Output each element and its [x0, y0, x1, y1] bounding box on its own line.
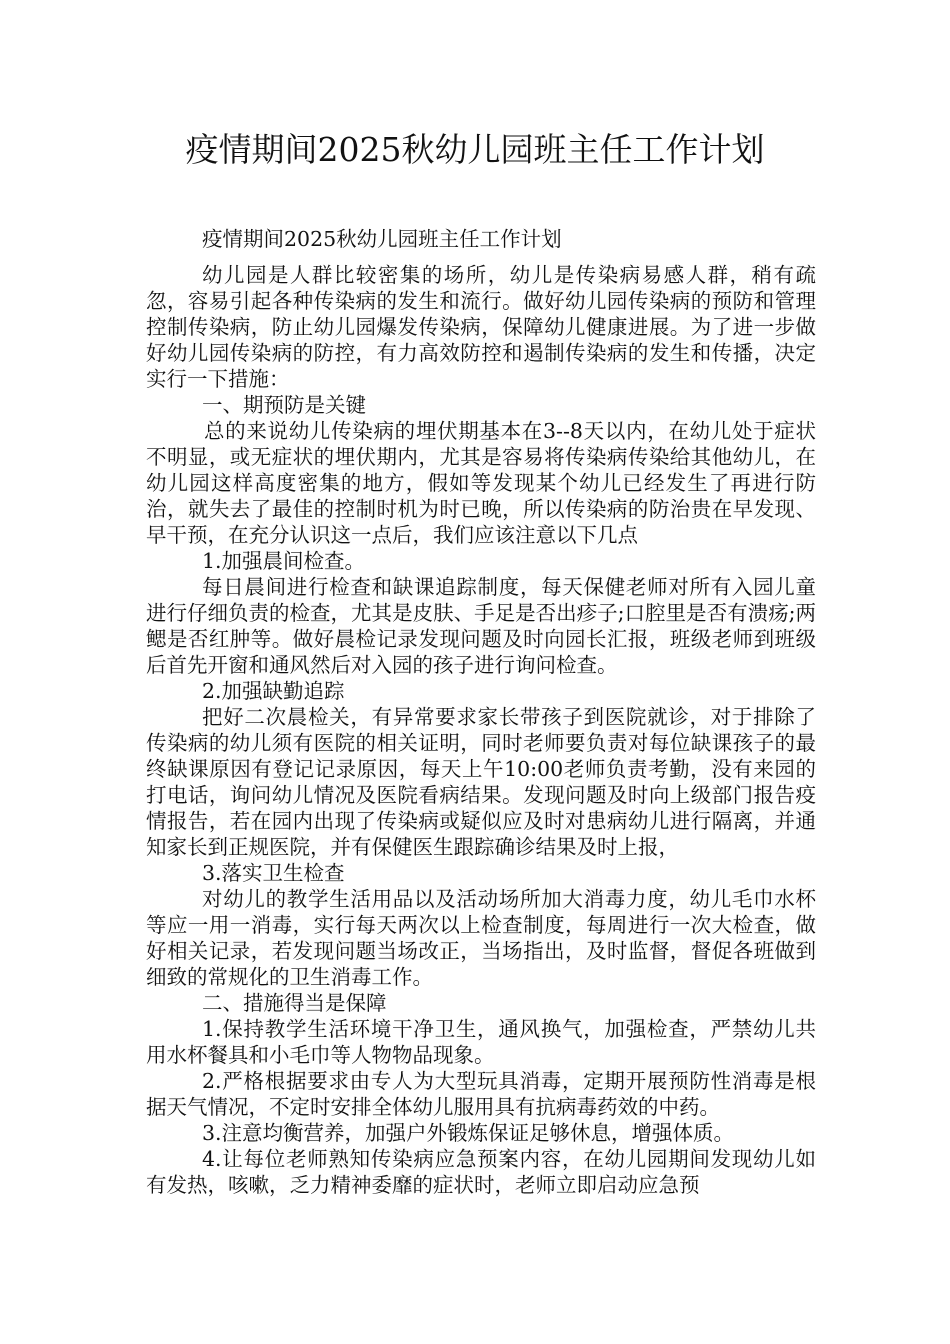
document-body	[146, 262, 816, 1198]
paragraph: 总的来说幼儿传染病的埋伏期基本在3--8天以内，在幼儿处于症状不明显，或无症状的埋伏期内，尤其是容易将传染病传染给其他幼儿，在幼儿园这样高度密集的地方，假如等发现某个幼儿已经发生了再进行防治，就失去了最佳的控制时机为时已晚，所以传染病的防治贵在早发现、早干预，在充分认识这一点后，我们应该注意以下几点	[146, 419, 816, 547]
paragraph: 每日晨间进行检查和缺课追踪制度，每天保健老师对所有入园儿童进行仔细负责的检查，尤其是皮肤、手足是否出疹子;口腔里是否有溃疡;两鳃是否红肿等。做好晨检记录发现问题及时向园长汇报，班级老师到班级后首先开窗和通风然后对入园的孩子进行询问检查。	[146, 575, 816, 677]
paragraph: 把好二次晨检关，有异常要求家长带孩子到医院就诊，对于排除了传染病的幼儿须有医院的相关证明，同时老师要负责对每位缺课孩子的最终缺课原因有登记记录原因，每天上午10:00老师负责考勤，没有来园的打电话，询问幼儿情况及医院看病结果。发现问题及时向上级部门报告疫情报告，若在园内出现了传染病或疑似应及时对患病幼儿进行隔离，并通知家长到正规医院，并有保健医生跟踪确诊结果及时上报，	[146, 705, 816, 859]
paragraph-intro: 幼儿园是人群比较密集的场所，幼儿是传染病易感人群，稍有疏忽，容易引起各种传染病的发生和流行。做好幼儿园传染病的预防和管理控制传染病，防止幼儿园爆发传染病，保障幼儿健康进展。为了进一步做好幼儿园传染病的防控，有力高效防控和遏制传染病的发生和传播，决定实行一下措施：	[146, 263, 816, 391]
list-item: 4.让每位老师熟知传染病应急预案内容，在幼儿园期间发现幼儿如有发热，咳嗽，乏力精神委靡的症状时，老师立即启动应急预	[146, 1147, 816, 1197]
paragraph: 对幼儿的教学生活用品以及活动场所加大消毒力度，幼儿毛巾水杯等应一用一消毒，实行每天两次以上检查制度，每周进行一次大检查，做好相关记录，若发现问题当场改正，当场指出，及时监督，督促各班做到细致的常规化的卫生消毒工作。	[146, 887, 816, 989]
list-item-heading: 1.加强晨间检查。	[202, 549, 366, 573]
section-heading-2: 二、措施得当是保障	[202, 991, 387, 1015]
document-title: 疫情期间2025秋幼儿园班主任工作计划	[185, 130, 765, 169]
list-item: 2.严格根据要求由专人为大型玩具消毒，定期开展预防性消毒是根据天气情况，不定时安排全体幼儿服用具有抗病毒药效的中药。	[146, 1069, 816, 1119]
section-heading-1: 一、期预防是关键	[202, 393, 366, 417]
list-item-heading: 2.加强缺勤追踪	[202, 679, 345, 703]
list-item: 3.注意均衡营养，加强户外锻炼保证足够休息，增强体质。	[202, 1121, 735, 1145]
list-item-heading: 3.落实卫生检查	[202, 861, 345, 885]
document-subtitle: 疫情期间2025秋幼儿园班主任工作计划	[202, 227, 562, 251]
list-item: 1.保持教学生活环境干净卫生，通风换气，加强检查，严禁幼儿共用水杯餐具和小毛巾等人物物品现象。	[146, 1017, 816, 1067]
